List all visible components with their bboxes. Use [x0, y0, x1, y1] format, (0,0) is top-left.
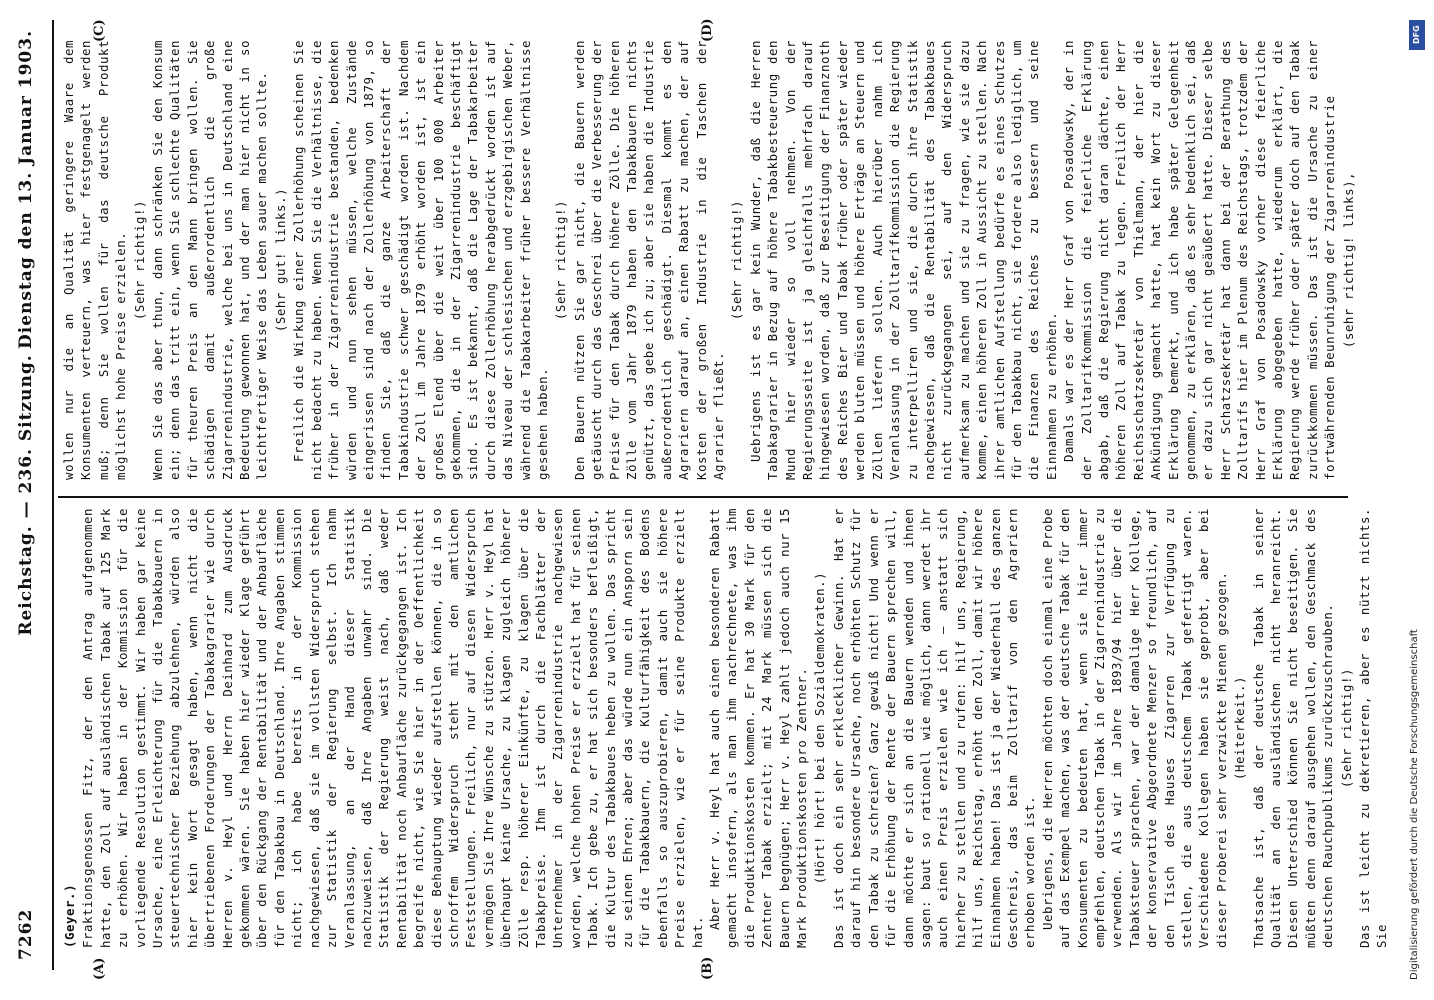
session-title: Reichstag. — 236. Sitzung. [16, 354, 36, 636]
paragraph: Wenn Sie das aber thun, dann schränken Sie den Konsum ein; denn das tritt ein, wenn Sie schlechte Qualitäten für theuren Preis an den Mann bringen wollen. Sie schädigen damit außerordentlich die große Zigarrenindustrie, welche bei uns in Deutschland eine Bedeutung gewonnen hat, und der man hier nicht in so leichtfertiger Weise das Leben sauer machen sollte. [150, 40, 270, 480]
paragraph: Freilich die Wirkung einer Zollerhöhung scheinen Sie nicht bedacht zu haben. Wenn Sie die Verhältnisse, die früher in der Zigarrenindustrie bestanden, bedenken würden und nun sehen müssen, welche Zustände eingerissen sind nach der Zollerhöhung von 1879, so finden Sie, daß die ganze Arbeiterschaft der Tabakindustrie schwer geschädigt worden ist. Nachdem der Zoll im Jahre 1879 erhöht worden ist, ist ein großes Elend über die weit über 100 000 Arbeiter gekommen, die in der Zigarrenindustrie beschäftigt sind. Es ist bekannt, daß die Lage der Tabakarbeiter durch diese Zollerhöhung herabgedrückt worden ist auf das Niveau der schlesischen und erzgebirgischen Weber, während die Tabakarbeiter früher bessere Verhältnisse gesehen haben. [291, 40, 550, 480]
page-header [10, 30, 48, 960]
paragraph: Damals war es der Herr Graf von Posadowsky, der in der Zolltarifkommission die feierliche Erklärung abgab, daß die Regierung nicht daran dächte, einen höheren Zoll auf Tabak zu legen. Freilich der Herr Reichsschatzsekretär von Thielmann, der hier die Ankündigung gemacht hatte, hat kein Wort zu dieser Erklärung bemerkt, und ich habe später Gelegenheit genommen, zu erklären, daß es sehr bedenklich sei, daß er dazu sich gar nicht geäußert hatte. Dieser selbe Herr Schatzsekretär hat dann bei der Berathung des Zolltarifs hier im Plenum des Reichstags, trotzdem der Herr Graf von Posadowsky vorher diese feierliche Erklärung abgegeben hatte, wiederum erklärt, die Regierung werde früher oder später doch auf den Tabak zurückkommen müssen. Das ist die Ursache zu einer fortwährenden Beunruhigung der Zigarrenindustrie [1061, 40, 1338, 480]
paragraph: Thatsache ist, daß der deutsche Tabak in seiner Qualität an den ausländischen nicht heranreicht. Diesen Unterschied können Sie nicht beseitigen. Sie müßten denn darauf ausgehen wollen, den Geschmack des deutschen Rauchpublikums zurückzuschrauben. [1250, 508, 1336, 948]
interjection: (Sehr richtig!) [553, 199, 569, 321]
dfg-logo: DFG [1409, 20, 1425, 50]
speaker-name: (Geyer.) [62, 883, 77, 948]
interjection: (Sehr richtig!) [729, 199, 745, 321]
paragraph: Uebrigens, die Herren möchten doch einmal eine Probe auf das Exempel machen, was der deutsche Tabak für den Konsumenten zu bedeuten hat, wenn sie hier immer empfehlen, deutschen Tabak in der Zigarrenindustrie zu verwenden. Als wir im Jahre 1893/94 hier über die Tabaksteuer sprachen, war der damalige Herr Kollege, der konservative Abgeordnete Menzer so freundlich, auf den Tisch des Hauses Zigarren zur Verfügung zu stellen, die aus deutschem Tabak gefertigt waren. Verschiedene Kollegen haben sie geprobt, aber bei dieser Proberei sehr verzwickte Mienen gezogen. [1039, 508, 1229, 948]
left-column [60, 508, 1391, 948]
paragraph: Uebrigens ist es gar kein Wunder, daß die Herren Tabakagrarier in Bezug auf höhere Tabakbesteuerung den Mund hier wieder so voll nehmen. Von der Regierungsseite ist ja gleichfalls mehrfach darauf hingewiesen worden, daß zur Beseitigung der Finanznoth des Reiches Bier und Tabak früher oder später wieder werden bluten müssen und höhere Erträge an Steuern und Zöllen liefern sollen. Auch hierüber nahm ich Veranlassung in der Zolltarifkommission die Regierung zu interpelliren und sie, die durch ihre Statistik nachgewiesen, daß die Rentabilität des Tabakbaues nicht zurückgegangen sei, auf den Widerspruch aufmerksam zu machen und sie zu fragen, wie sie dazu komme, einen höheren Zoll in Aussicht zu stellen. Nach ihrer amtlichen Aufstellung bedürfe es eines Schutzes für den Tabakbau nicht, sie fordere also lediglich, um die Finanzen des Reiches zu bessern und seine Einnahmen zu erhöhen. [747, 40, 1059, 480]
page-number: 7262 [16, 908, 36, 960]
right-column [60, 40, 1358, 480]
interjection: (Sehr richtig!) [1338, 667, 1354, 789]
paragraph: Den Bauern nützen Sie gar nicht, die Bauern werden getäuscht durch das Geschrei über die Verbesserung der Preise für den Tabak durch höhere Zölle. Die höheren Zölle vom Jahr 1879 haben den Tabakbauern nichts genützt, das gebe ich zu; aber sie haben die Industrie außerordentlich geschädigt. Diesmal kommt es den Agrariern darauf an, einen Rabatt zu machen, der auf Kosten der großen Industrie in die Taschen der Agrarier fließt. [571, 40, 727, 480]
interjection: (sehr richtig! links), [1340, 171, 1356, 349]
paragraph: wollen nur die an Qualität geringere Waare dem Konsumenten verteuern, was hier festgenagelt werden muß; denn Sie wollen für das deutsche Produkt möglichst hohe Preise erzielen. [61, 40, 129, 480]
session-date: Dienstag den 13. Januar 1903. [16, 30, 36, 349]
paragraph: Fraktionsgenossen Fitz, der den Antrag aufgenommen hatte, den Zoll auf ausländischen Tabak auf 125 Mark zu erhöhen. Wir haben in der Kommission für die vorliegende Resolution gestimmt. Wir haben gar keine Ursache, eine Erleichterung für die Tabakbauern in steuertechnischer Beziehung abzulehnen, würden also hier kein Wort gesagt haben, wenn nicht die übertriebenen Forderungen der Tabakagrarier wie durch Herren v. Heyl und Herrn Deinhard zum Ausdruck gekommen wären. Sie haben hier wieder Klage geführt über den Rückgang der Rentabilität und der Anbaufläche für den Tabakbau in Deutschland. Ihre Angaben stimmen nicht; ich habe bereits in der Kommission nachgewiesen, daß sie im vollsten Widerspruch stehen zur Statistik der Regierung selbst. Ich nahm Veranlassung, an der Hand dieser Statistik nachzuweisen, daß Ihre Angaben unwahr sind. Die Statistik der Regierung weist nach, daß weder Rentabilität noch Anbaufläche zurückgegangen ist. Ich begreife nicht, wie Sie hier in der Oeffentlichkeit diese Behauptung wieder aufstellen können, die in so schroffem Widerspruch steht mit den amtlichen Feststellungen. Freilich, nur auf diesen Widerspruch vermögen Sie Ihre Wünsche zu stützen. Herr v. Heyl hat überhaupt keine Ursache, zu klagen zugleich höherer Zölle resp. höherer Einkünfte, zu klagen über die Tabakpreise. Ihm ist durch die Fachblätter der Unternehmer in der Zigarrenindustrie nachgewiesen worden, welche hohen Preise er erzielt hat für seinen Tabak. Ich gebe zu, er hat sich besonders befleißigt, die Kultur des Tabakbaues heben zu wollen. Das spricht zu seinen Ehren; aber das würde nun ein Ansporn sein für die Tabakbauern, die Kulturfähigkeit des Bodens ebenfalls so auszuprobieren, damit auch sie höhere Preise erzielen, wie er für seine Produkte erzielt hat. [80, 508, 705, 948]
column-divider [58, 496, 1348, 498]
interjection: (Sehr gut! links.) [272, 187, 288, 333]
interjection: (Heiterkeit.) [1232, 675, 1248, 781]
paragraph: Das ist leicht zu dekretieren, aber es nützt nichts. Sie [1357, 508, 1390, 948]
interjection: (Hört! hört! bei den Sozialdemokraten.) [812, 571, 828, 885]
header-rule [52, 20, 54, 970]
marker-b: (B) [700, 956, 715, 980]
marker-c: (C) [92, 19, 107, 42]
funding-note: Digitalisierung gefördert durch die Deutsche Forschungsgemeinschaft [1409, 629, 1420, 980]
interjection: (Sehr richtig!) [131, 199, 147, 321]
paragraph: Das ist doch ein sehr erklecklicher Gewinn. Hat er darauf hin besondere Ursache, noch erhöhten Schutz für den Tabak zu schreien? Ganz gewiß nicht! Und wenn er für die Erhöhung der Rente der Bauern sprechen will, dann möchte er sich an die Bauern wenden und ihnen sagen: baut so rationell wie möglich, dann werdet ihr auch einen Preis erzielen wie ich — anstatt sich hierher zu stellen und zu rufen: hilf uns, Regierung, hilf uns, Reichstag, erhöht den Zoll, damit wir höhere Einnahmen haben! Das ist ja der Wiederhall des ganzen Geschreis, das beim Zolltarif von den Agrariern erhoben worden ist. [830, 508, 1038, 948]
digitization-sidebar [1405, 20, 1429, 980]
marker-d: (D) [700, 18, 715, 42]
paragraph: Aber Herr v. Heyl hat auch einen besonderen Rabatt gemacht insofern, als man ihm nachrechnete, was ihm die Produktionskosten kommen. Er hat 30 Mark für den Zentner Tabak erzielt; mit 24 Mark müssen sich die Bauern begnügen; Herr v. Heyl zahlt jedoch auch nur 15 Mark Produktionskosten pro Zentner. [707, 508, 810, 948]
marker-a: (A) [92, 957, 107, 980]
